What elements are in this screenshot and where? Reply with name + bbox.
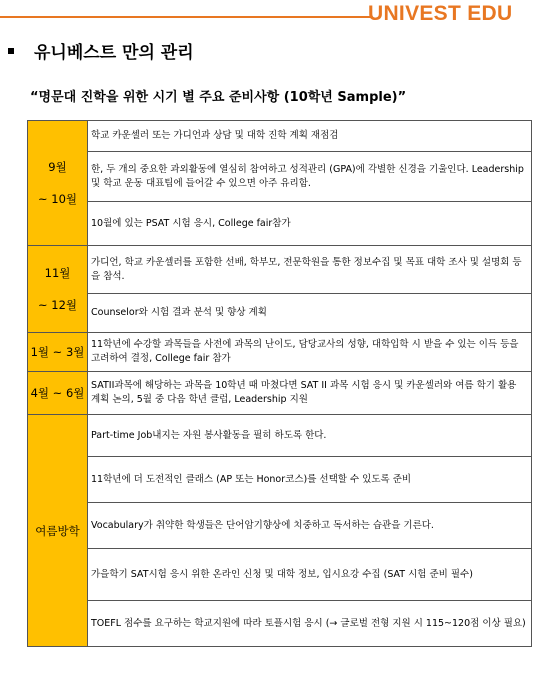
period-label: 1월 ~ 3월 (30, 345, 85, 359)
task-cell: TOEFL 점수를 요구하는 학교지원에 따라 토플시험 응시 (→ 글로벌 전형 지원 시 115~120점 이상 필요) (88, 601, 532, 647)
schedule-table (27, 120, 532, 647)
task-cell: SATII과목에 해당하는 과목을 10학년 때 마쳤다면 SAT II 과목 시험 응시 및 카운셀러와 여름 학기 활용 계획 논의, 5월 중 다음 학년 클럽, Leadership 지원 (88, 372, 532, 415)
period-cell (28, 246, 88, 333)
period-label: 4월 ~ 6월 (30, 386, 85, 400)
task-cell: 가디언, 학교 카운셀러를 포함한 선배, 학부모, 전문학원을 통한 정보수집 및 목표 대학 조사 및 설명회 등을 참석. (88, 246, 532, 294)
table-row (28, 246, 532, 294)
period-cell (28, 415, 88, 647)
table-row (28, 601, 532, 647)
table-row (28, 503, 532, 549)
header-rule (0, 16, 372, 18)
period-cell (28, 121, 88, 246)
task-cell: 10월에 있는 PSAT 시험 응시, College fair참가 (88, 202, 532, 246)
task-cell: 한, 두 개의 중요한 과외활동에 열심히 참여하고 성적관리 (GPA)에 각별한 신경을 기울인다. Leadership 및 학교 운동 대표팀에 들어갈 수 있으면 아주 유리함. (88, 152, 532, 202)
task-cell: Counselor와 시험 결과 분석 및 향상 계획 (88, 294, 532, 333)
task-cell: 가을학기 SAT시험 응시 위한 온라인 신청 및 대학 정보, 입시요강 수집 (SAT 시험 준비 필수) (88, 549, 532, 601)
period-label: 11월 (44, 266, 71, 280)
task-cell: Part-time Job내지는 자원 봉사활동을 필히 하도록 한다. (88, 415, 532, 457)
table-row (28, 202, 532, 246)
table-row (28, 415, 532, 457)
period-label: 여름방학 (35, 523, 80, 538)
section-title (8, 38, 194, 63)
table-row (28, 294, 532, 333)
table-row (28, 152, 532, 202)
table-row (28, 372, 532, 415)
task-cell: Vocabulary가 취약한 학생들은 단어암기향상에 치중하고 독서하는 습관을 기른다. (88, 503, 532, 549)
table-row (28, 333, 532, 372)
period-label: ~ 10월 (37, 192, 78, 206)
period-label: 9월 (48, 160, 67, 174)
period-cell (28, 372, 88, 415)
task-cell: 학교 카운셀러 또는 가디언과 상담 및 대학 진학 계획 재점검 (88, 121, 532, 152)
period-label: ~ 12월 (37, 298, 78, 312)
period-cell (28, 333, 88, 372)
table-row (28, 549, 532, 601)
table-row (28, 121, 532, 152)
section-title-text: 유니베스트 만의 관리 (34, 43, 194, 63)
bullet-icon (8, 48, 14, 54)
task-cell: 11학년에 수강할 과목들을 사전에 과목의 난이도, 담당교사의 성향, 대학입학 시 받을 수 있는 이득 등을 고려하여 결정, College fair 참가 (88, 333, 532, 372)
brand-logo: UNIVEST EDU (368, 2, 513, 25)
subtitle: “명문대 진학을 위한 시기 별 주요 준비사항 (10학년 Sample)” (30, 90, 407, 105)
task-cell: 11학년에 더 도전적인 클래스 (AP 또는 Honor코스)를 선택할 수 있도록 준비 (88, 457, 532, 503)
table-row (28, 457, 532, 503)
